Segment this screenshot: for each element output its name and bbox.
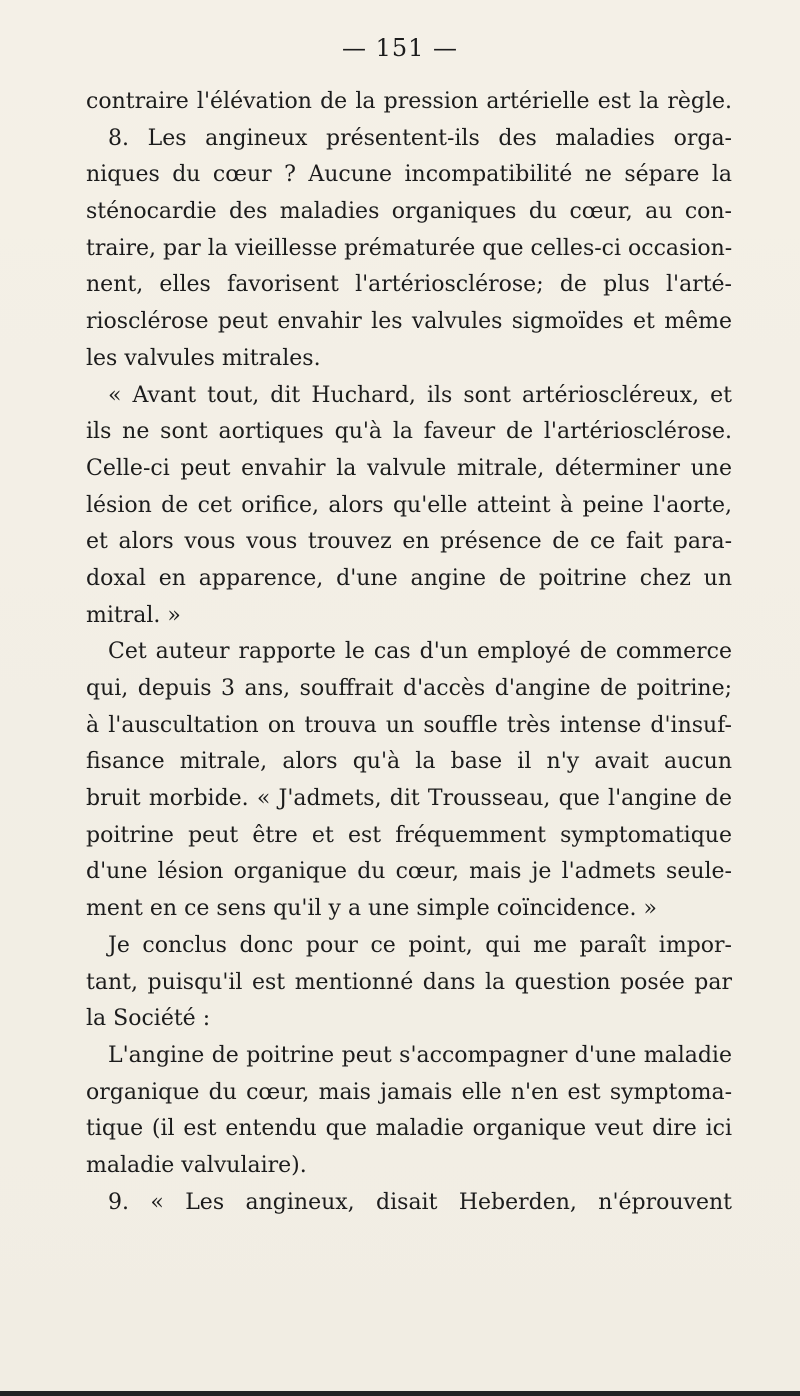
text-line: riosclérose peut envahir les valvules sigmoïdes et même bbox=[86, 309, 732, 335]
text-line: la Société : bbox=[86, 1006, 211, 1032]
text-line: traire, par la vieillesse prématurée que celles-ci occasion- bbox=[86, 235, 733, 261]
text-line: 9. « Les angineux, disait Heberden, n'éprouvent bbox=[108, 1189, 732, 1215]
text-line: sténocardie des maladies organiques du cœur, au con- bbox=[86, 199, 732, 225]
page-number: — 151 — bbox=[341, 34, 459, 62]
text-line: fisance mitrale, alors qu'à la base il n'y avait aucun bbox=[86, 749, 732, 775]
text-line: Je conclus donc pour ce point, qui me paraît impor- bbox=[108, 932, 732, 958]
text-line: mitral. » bbox=[86, 602, 181, 628]
text-line: à l'auscultation on trouva un souffle très intense d'insuf- bbox=[86, 712, 732, 738]
text-line: Celle-ci peut envahir la valvule mitrale, déterminer une bbox=[86, 455, 732, 481]
text-line: bruit morbide. « J'admets, dit Trousseau, que l'angine de bbox=[86, 786, 732, 812]
body-text bbox=[86, 84, 732, 1221]
text-line: 8. Les angineux présentent-ils des maladies orga- bbox=[108, 125, 732, 151]
text-line: poitrine peut être et est fréquemment symptomatique bbox=[86, 822, 732, 848]
text-line: maladie valvulaire). bbox=[86, 1152, 307, 1178]
text-line: nent, elles favorisent l'artériosclérose; de plus l'arté- bbox=[86, 272, 732, 298]
text-line: tique (il est entendu que maladie organique veut dire ici bbox=[86, 1116, 732, 1142]
bottom-edge-rule bbox=[0, 1391, 800, 1396]
text-line: et alors vous vous trouvez en présence de ce fait para- bbox=[86, 529, 732, 555]
text-line: contraire l'élévation de la pression artérielle est la règle. bbox=[86, 89, 732, 114]
text-line: L'angine de poitrine peut s'accompagner d'une maladie bbox=[108, 1042, 732, 1068]
text-line: les valvules mitrales. bbox=[86, 345, 321, 371]
text-line: qui, depuis 3 ans, souffrait d'accès d'angine de poitrine; bbox=[86, 676, 732, 701]
text-line: ment en ce sens qu'il y a une simple coïncidence. » bbox=[86, 896, 657, 922]
text-line: « Avant tout, dit Huchard, ils sont artérioscléreux, et bbox=[108, 382, 732, 408]
text-line: tant, puisqu'il est mentionné dans la question posée par bbox=[86, 969, 732, 995]
text-line: ils ne sont aortiques qu'à la faveur de l'artériosclérose. bbox=[86, 419, 732, 445]
text-line: Cet auteur rapporte le cas d'un employé de commerce bbox=[108, 639, 732, 665]
text-line: lésion de cet orifice, alors qu'elle atteint à peine l'aorte, bbox=[86, 492, 732, 518]
text-line: niques du cœur ? Aucune incompatibilité ne sépare la bbox=[86, 162, 732, 188]
text-line: d'une lésion organique du cœur, mais je l'admets seule- bbox=[86, 859, 732, 885]
text-line: doxal en apparence, d'une angine de poitrine chez un bbox=[86, 565, 732, 591]
text-line: organique du cœur, mais jamais elle n'en est symptoma- bbox=[86, 1079, 732, 1105]
